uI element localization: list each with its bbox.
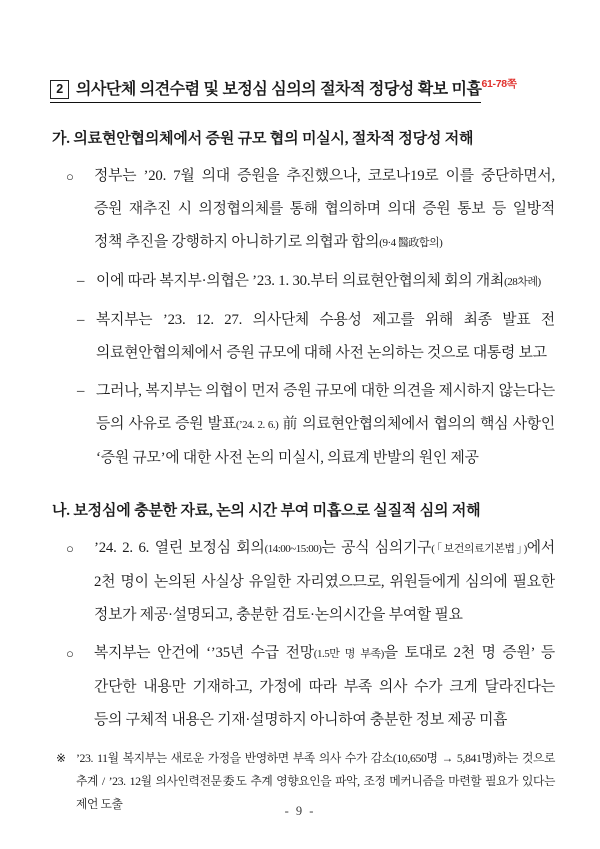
footnote-text: ’23. 11월 복지부는 새로운 가정을 반영하면 부족 의사 수가 감소(10,650명 → 5,841명)하는 것으로 추계 / ’23. 12월 의사인력전문委도 추계 영향요인을 파악, 조정 메커니즘을 마련할 필요가 있다는 제언 도출	[76, 751, 555, 811]
paragraph-text: 前 의료현안협의체에서 협의의 핵심 사항인 ‘증원 규모’에 대한 사전 논의 미실시, 의료계 반발의 원인 제공	[96, 416, 555, 466]
paragraph-text: ’24. 2. 6. 열린 보정심 회의	[94, 540, 265, 556]
paragraph-text: 복지부는 안건에 ‘’35년 수급 전망	[94, 645, 314, 661]
paragraph-b2	[50, 637, 555, 737]
dash-bullet: –	[77, 273, 85, 289]
circle-bullet: ○	[66, 169, 74, 184]
page-title	[50, 76, 555, 103]
inline-note: (「보건의료기본법」)	[431, 543, 527, 555]
paragraph-a1	[50, 160, 555, 260]
inline-note: (28차례)	[504, 276, 541, 288]
paragraph-b1	[50, 532, 555, 632]
paragraph-text: 는 공식 심의기구	[321, 540, 432, 556]
page-reference-superscript: 61-78쪽	[481, 78, 517, 90]
paragraph-text: 복지부는 ’23. 12. 27. 의사단체 수용성 제고를 위해 최종 발표 전 의료현안협의체에서 증원 규모에 대해 사전 논의하는 것으로 대통령 보고	[96, 312, 555, 361]
section-a-heading: 가. 의료현안협의체에서 증원 규모 협의 미실시, 절차적 정당성 저해	[52, 131, 474, 147]
paragraph-text: 정부는 ’20. 7월 의대 증원을 추진했으나, 코로나19로 이를 중단하면서, 증원 재추진 시 의정협의체를 통해 협의하며 의대 증원 통보 등 일방적 정책 추진을 강행하지 아니하기로 의협과 합의	[94, 168, 555, 250]
paragraph-a3	[50, 304, 555, 370]
paragraph-a4	[50, 375, 555, 475]
inline-note: (’24. 2. 6.)	[235, 419, 279, 431]
dash-bullet: –	[77, 383, 85, 399]
paragraph-text: 그러나, 복지부는 의협이 먼저 증원 규모에 대한 의견을 제시하지 않는다는 등의 사유로 증원 발표	[96, 383, 555, 432]
paragraph-text: 을 토대로 2천 명 증원’ 등 간단한 내용만 기재하고, 가정에 따라 부족 의사 수가 크게 달라진다는 등의 구체적 내용은 기재·설명하지 아니하여 충분한 정보 제공 미흡	[94, 645, 555, 728]
inline-note: (1.5만 명 부족)	[313, 648, 384, 660]
paragraph-a2	[50, 265, 555, 299]
section-number-box: 2	[50, 80, 69, 99]
page-number: - 9 -	[284, 804, 316, 818]
paragraph-text: 에서 2천 명이 논의된 사실상 유일한 자리였으므로, 위원들에게 심의에 필요한 정보가 제공·설명되고, 충분한 검토·논의시간을 부여할 필요	[94, 540, 555, 623]
dash-bullet: –	[77, 312, 85, 328]
paragraph-text: 이에 따라 복지부·의협은 ’23. 1. 30.부터 의료현안협의체 회의 개최	[96, 273, 505, 289]
inline-note: (9·4 醫政합의)	[379, 237, 443, 249]
title-underline	[50, 76, 481, 103]
inline-note: (14:00~15:00)	[264, 543, 322, 555]
title-text: 의사단체 의견수렴 및 보정심 심의의 절차적 정당성 확보 미흡	[76, 81, 482, 98]
section-b-heading: 나. 보정심에 충분한 자료, 논의 시간 부여 미흡으로 실질적 심의 저해	[52, 503, 481, 519]
circle-bullet: ○	[66, 541, 74, 556]
circle-bullet: ○	[66, 646, 74, 661]
reference-mark-icon: ※	[56, 751, 66, 765]
